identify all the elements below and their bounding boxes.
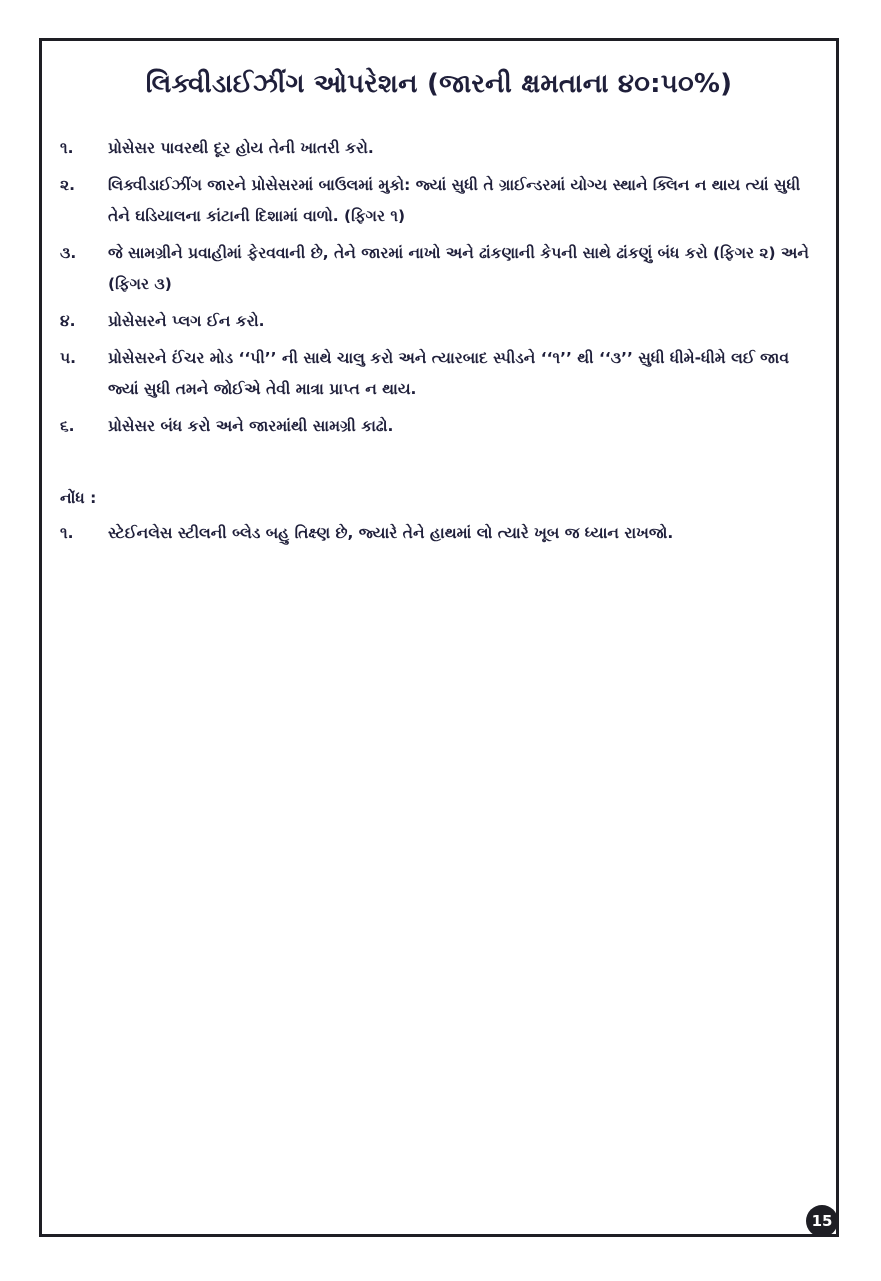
step-number: ૨. <box>60 176 75 194</box>
step-text: લિક્વીડાઈઝીંગ જારને પ્રોસેસરમાં બાઉલમાં મુકો: જ્યાં સુધી તે ગ્રાઈન્ડરમાં યોગ્ય સ્થાને ક્લિન ન થાય ત્યાં સુધી તેને ઘડિયાલના કાંટાની દિશામાં વાળો. (ફિગર ૧) <box>108 176 801 225</box>
list-item <box>60 133 818 164</box>
step-text: પ્રોસેસરને ઈંચર મોડ ‘‘પી’’ ની સાથે ચાલુ કરો અને ત્યારબાદ સ્પીડને ‘‘૧’’ થી ‘‘૩’’ સુધી ધીમે-ધીમે લઈ જાવ જ્યાં સુધી તમને જોઈએ તેવી માત્રા પ્રાપ્ત ન થાય. <box>108 349 789 398</box>
list-item <box>60 238 818 300</box>
step-number: ૫. <box>60 349 77 367</box>
page-frame <box>39 38 839 1237</box>
list-item <box>60 411 818 442</box>
list-item <box>60 306 818 337</box>
step-text: જે સામગ્રીને પ્રવાહીમાં ફેરવવાની છે, તેને જારમાં નાખો અને ઢાંકણાની કેપની સાથે ઢાંકણું બંધ કરો (ફિગર ૨) અને (ફિગર ૩) <box>108 244 809 293</box>
step-number: ૩. <box>60 244 77 262</box>
note-item <box>60 518 818 549</box>
step-text: પ્રોસેસરને પ્લગ ઈન કરો. <box>108 312 265 330</box>
page-title: લિક્વીડાઈઝીંગ ઓપરેશન (જારની ક્ષમતાના ૪૦:૫૦%) <box>145 69 733 99</box>
step-number: ૧. <box>60 139 74 157</box>
step-text: પ્રોસેસર પાવરથી દૂર હોય તેની ખાતરી કરો. <box>108 139 374 157</box>
instruction-list <box>60 133 818 448</box>
list-item <box>60 170 818 232</box>
note-number: ૧. <box>60 524 74 542</box>
step-number: ૪. <box>60 312 76 330</box>
step-text: પ્રોસેસર બંધ કરો અને જારમાંથી સામગ્રી કાઢો. <box>108 417 394 435</box>
note-text: સ્ટેઈનલેસ સ્ટીલની બ્લેડ બહુ તિક્ષ્ણ છે, જ્યારે તેને હાથમાં લો ત્યારે ખૂબ જ ધ્યાન રાખજો. <box>108 524 674 542</box>
note-section <box>60 483 818 555</box>
note-heading: નોંધ : <box>60 489 97 507</box>
page-number-badge: 15 <box>806 1205 838 1237</box>
list-item <box>60 343 818 405</box>
step-number: ૬. <box>60 417 75 435</box>
